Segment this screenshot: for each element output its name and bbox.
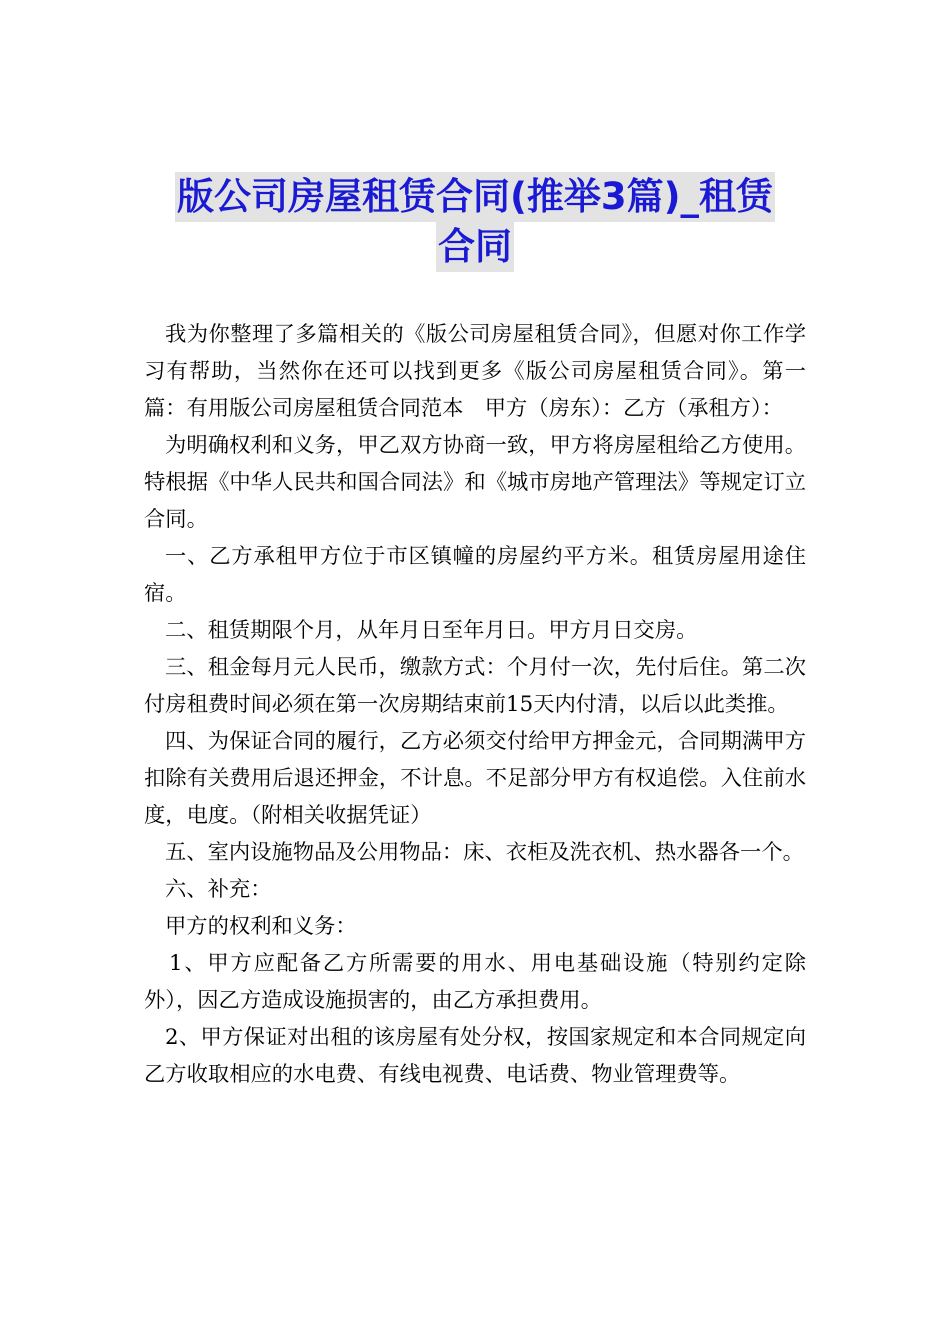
paragraph-clause-5: 五、室内设施物品及公用物品：床、衣柜及洗衣机、热水器各一个。	[165, 840, 804, 865]
paragraph-purpose: 为明确权利和义务，甲乙双方协商一致，甲方将房屋租给乙方使用。特根据《中华人民共和国合同法》和《城市房地产管理法》等规定订立合同。	[144, 433, 806, 532]
paragraph-clause-6: 六、补充：	[165, 877, 272, 902]
document-title	[100, 172, 850, 272]
paragraph-clause-2: 二、租赁期限个月，从年月日至年月日。甲方月日交房。	[165, 618, 698, 643]
title-line-2: 合同	[436, 222, 514, 272]
paragraph-party-a-item-2: 2、甲方保证对出租的该房屋有处分权，按国家规定和本合同规定向乙方收取相应的水电费、有线电视费、电话费、物业管理费等。	[144, 1025, 806, 1087]
document-body	[144, 316, 806, 1093]
paragraph-clause-1: 一、乙方承租甲方位于市区镇幢的房屋约平方米。租赁房屋用途住宿。	[144, 544, 806, 606]
paragraph-clause-4: 四、为保证合同的履行，乙方必须交付给甲方押金元，合同期满甲方扣除有关费用后退还押金，不计息。不足部分甲方有权追偿。入住前水度，电度。（附相关收据凭证）	[144, 729, 806, 828]
title-line-1: 版公司房屋租赁合同(推举3篇)_租赁	[175, 172, 775, 222]
paragraph-party-a-heading: 甲方的权利和义务：	[165, 914, 357, 939]
paragraph-intro: 我为你整理了多篇相关的《版公司房屋租赁合同》，但愿对你工作学习有帮助，当然你在还可以找到更多《版公司房屋租赁合同》。第一篇：有用版公司房屋租赁合同范本 甲方（房东）：乙方（承租方）：	[144, 322, 806, 421]
paragraph-clause-3: 三、租金每月元人民币，缴款方式：个月付一次，先付后住。第二次付房租费时间必须在第一次房期结束前15天内付清，以后以此类推。	[144, 655, 806, 717]
paragraph-party-a-item-1: 1、甲方应配备乙方所需要的用水、用电基础设施（特别约定除外），因乙方造成设施损害的，由乙方承担费用。	[144, 951, 806, 1013]
